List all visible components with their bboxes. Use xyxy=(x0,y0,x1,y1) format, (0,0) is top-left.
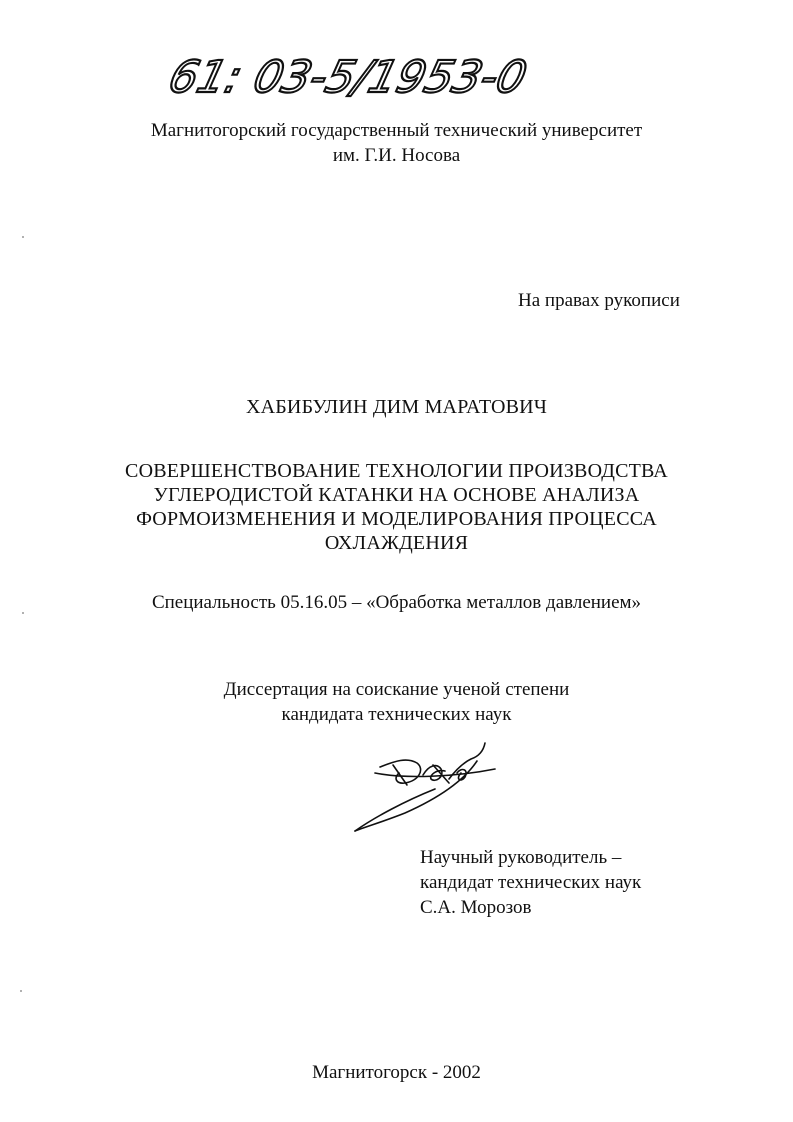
degree-line-1: Диссертация на соискание ученой степени xyxy=(223,679,570,700)
university-name: Магнитогорский государственный технический университет xyxy=(150,120,643,141)
handwritten-catalog-number xyxy=(160,38,540,108)
manuscript-rights-note: На правах рукописи xyxy=(518,290,680,311)
degree-line-2: кандидата технических наук xyxy=(281,704,512,725)
speciality xyxy=(0,590,793,615)
city-year xyxy=(0,1060,793,1085)
university-header xyxy=(0,118,793,168)
supervisor-block xyxy=(420,845,641,920)
supervisor-name: С.А. Морозов xyxy=(420,897,532,918)
catalog-number-text: 61: 03-5/1953-0 xyxy=(163,51,532,103)
degree-statement xyxy=(0,677,793,727)
supervisor-role: Научный руководитель – xyxy=(420,847,622,868)
title-line: ФОРМОИЗМЕНЕНИЯ И МОДЕЛИРОВАНИЯ ПРОЦЕССА xyxy=(136,508,657,530)
author-name: ХАБИБУЛИН ДИМ МАРАТОВИЧ xyxy=(245,396,548,418)
speciality-text: Специальность 05.16.05 – «Обработка металлов давлением» xyxy=(151,592,642,613)
scan-speck xyxy=(22,236,24,238)
title-line: ОХЛАЖДЕНИЯ xyxy=(324,532,469,554)
university-named-after: им. Г.И. Носова xyxy=(332,145,461,166)
city-year-text: Магнитогорск - 2002 xyxy=(312,1062,481,1083)
signature xyxy=(345,735,515,835)
scan-speck xyxy=(22,612,24,614)
scan-speck xyxy=(20,990,22,992)
supervisor-degree: кандидат технических наук xyxy=(420,872,642,893)
title-line: УГЛЕРОДИСТОЙ КАТАНКИ НА ОСНОВЕ АНАЛИЗА xyxy=(153,484,640,506)
title-line: СОВЕРШЕНСТВОВАНИЕ ТЕХНОЛОГИИ ПРОИЗВОДСТВА xyxy=(125,460,668,482)
dissertation-title xyxy=(0,459,793,555)
